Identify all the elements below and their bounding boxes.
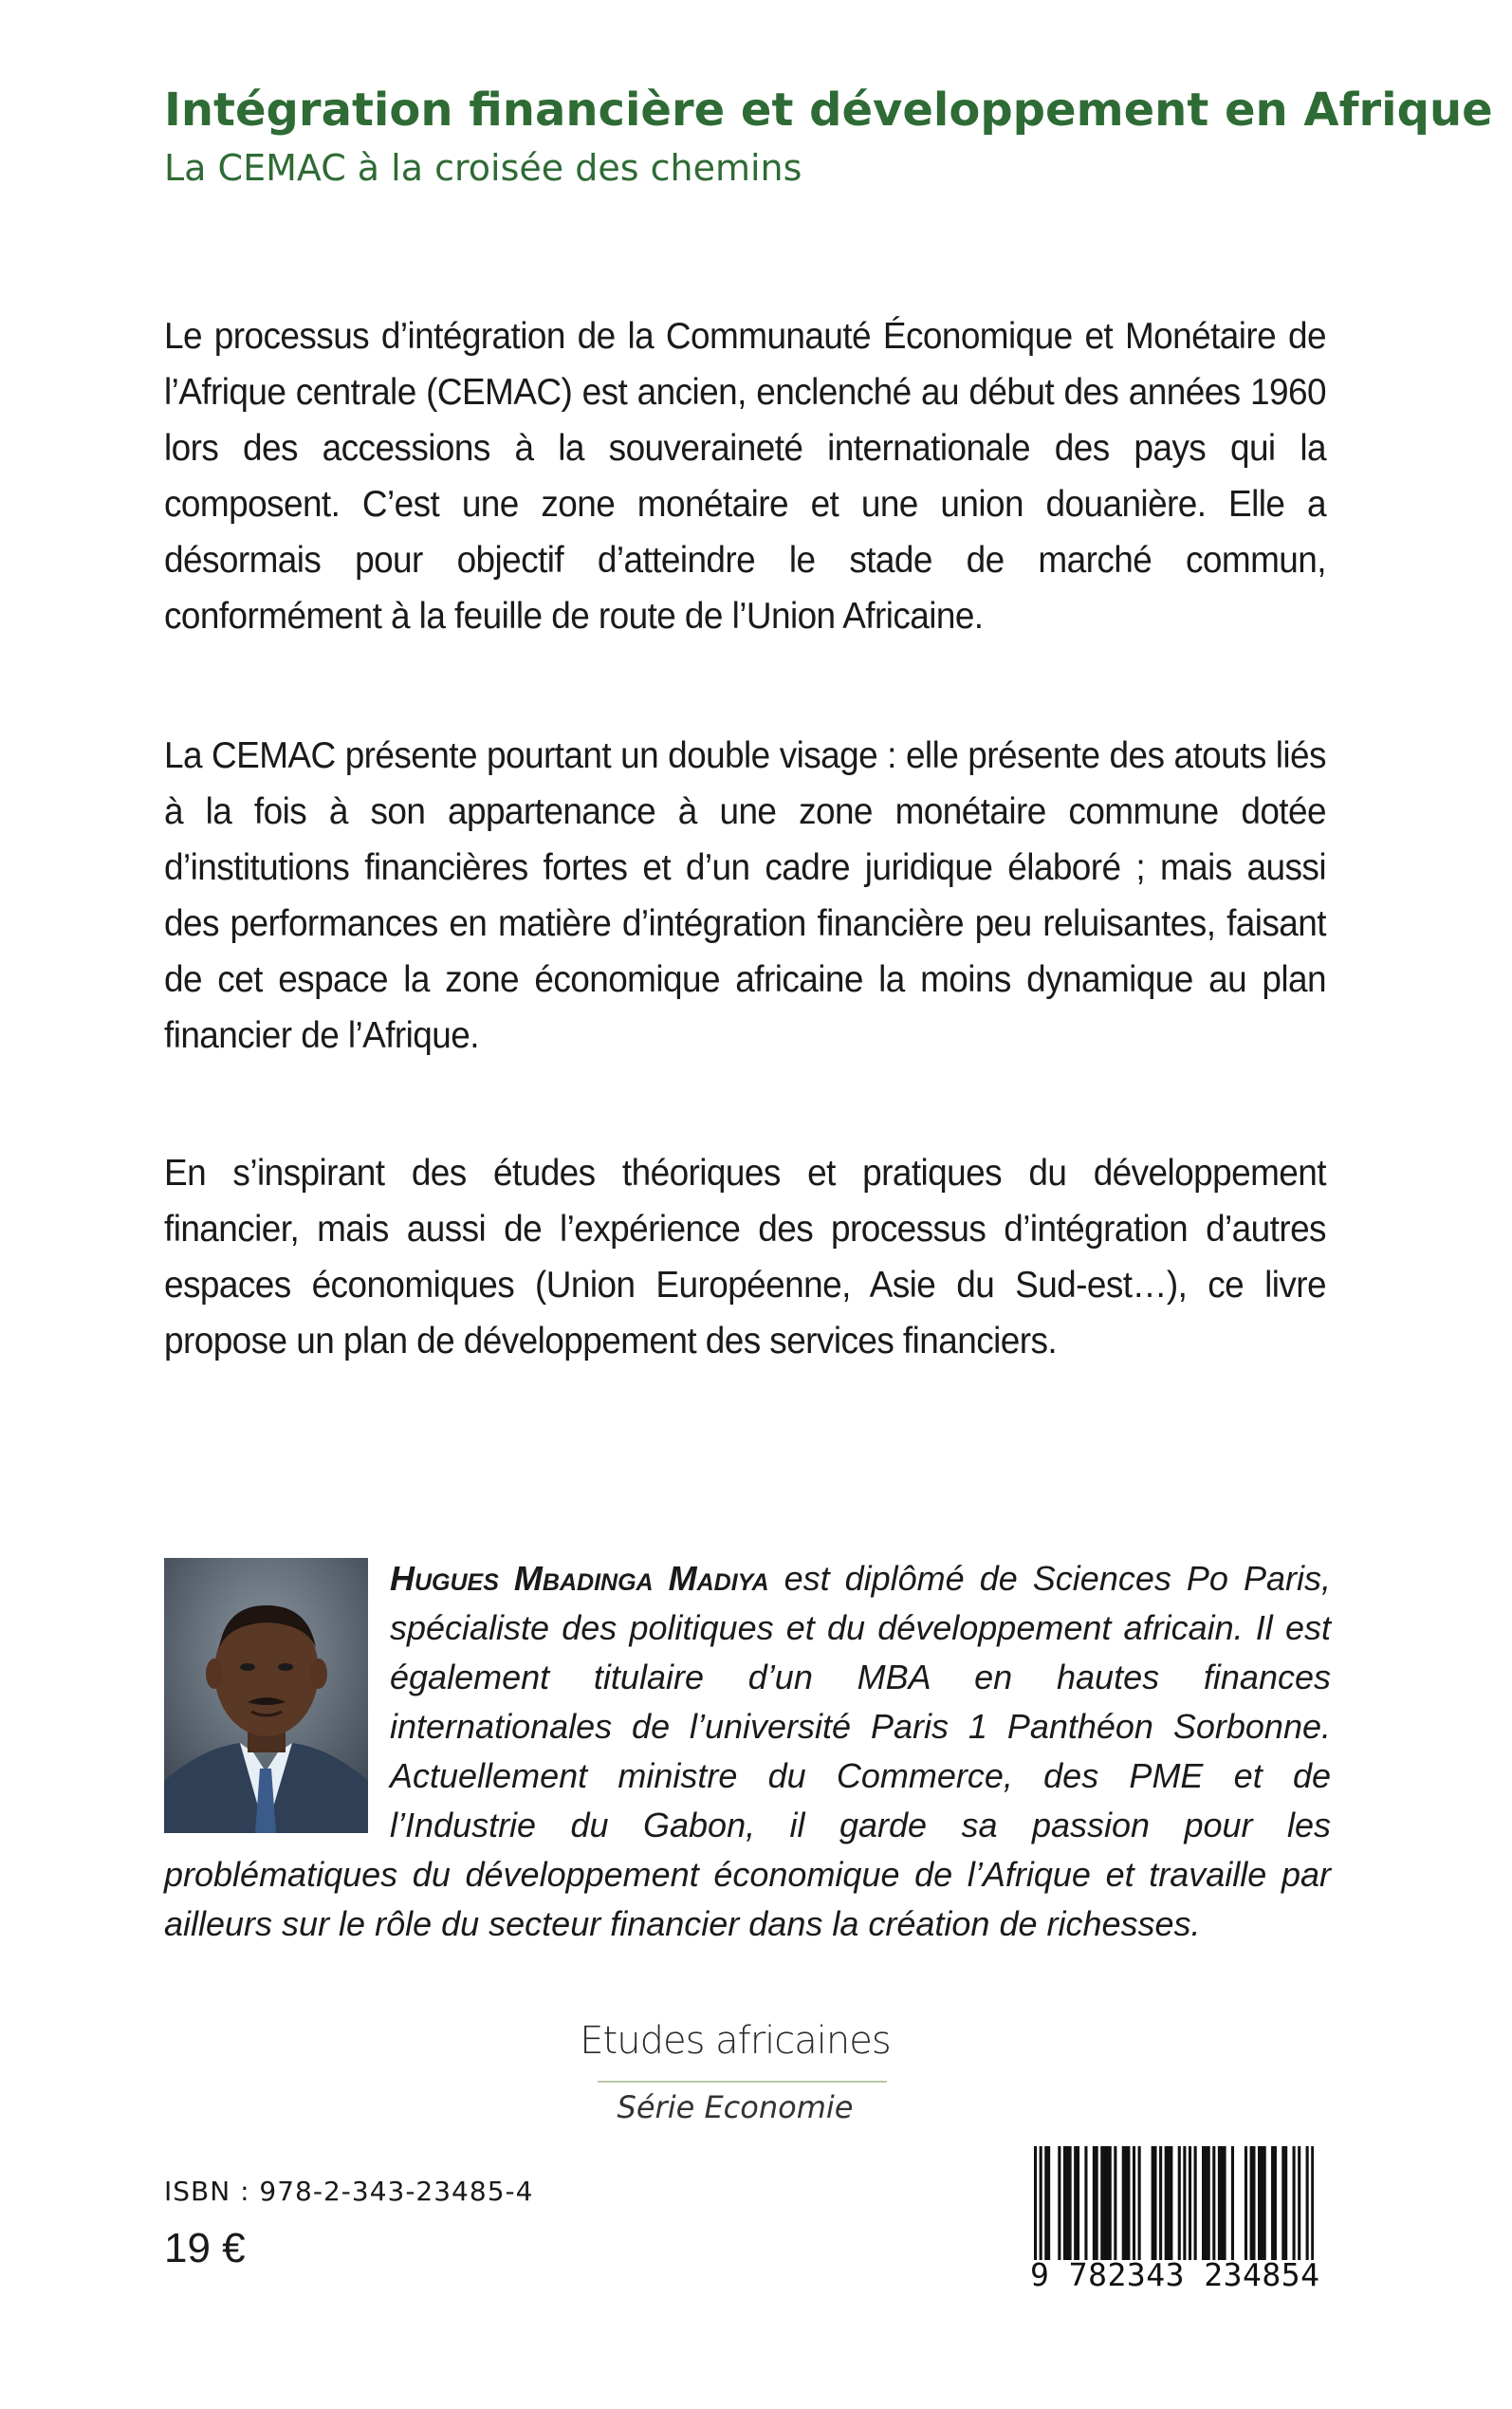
barcode-digits: 9 782343 234854 [1030,2256,1320,2293]
summary-paragraph-1: Le processus d’intégration de la Communauté Économique et Monétaire de l’Afrique centrale (CEMAC) est ancien, enclenché au début des années 1960 lors des accessions à la souveraineté internationale des pays qui la composent. C’est une zone monétaire et une union douanière. Elle a désormais pour objectif d’atteindre le stade de marché commun, conformément à la feuille de route de l’Union Africaine. [164,316,1326,637]
book-title: Intégration financière et développement en Afrique [164,83,1493,137]
summary-paragraph-2: La CEMAC présente pourtant un double visage : elle présente des atouts liés à la fois à son appartenance à une zone monétaire commune dotée d’institutions financières fortes et d’un cadre juridique élaboré ; mais aussi des performances en matière d’intégration financière peu reluisantes, faisant de cet espace la zone économique africaine la moins dynamique au plan financier de l’Afrique. [164,735,1326,1056]
author-bio-text: est diplômé de Sciences Po Paris, spécialiste des politiques et du développement africain. Il est également titulaire d’un MBA en hautes finances internationales de l’université Paris 1 Panthéon Sorbonne. Actuellement ministre du Commerce, des PME et de l’Industrie du Gabon, il garde sa passion pour les problématiques du développement économique de l’Afrique et travaille par ailleurs sur le rôle du secteur financier dans la création de richesses. [164,1559,1331,1943]
series-subseries: Série Economie [617,2089,854,2125]
isbn: ISBN : 978-2-343-23485-4 [164,2176,534,2207]
barcode-icon [1034,2146,1314,2260]
author-bio [164,1554,1331,1949]
series-name: Etudes africaines [580,2019,891,2063]
author-name: Hugues Mbadinga Madiya [390,1559,769,1598]
series-divider [598,2081,887,2083]
book-subtitle: La CEMAC à la croisée des chemins [164,147,802,189]
price: 19 € [164,2225,246,2271]
summary-paragraph-3: En s’inspirant des études théoriques et pratiques du développement financier, mais aussi de l’expérience des processus d’intégration d’autres espaces économiques (Union Européenne, Asie du Sud-est…), ce livre propose un plan de développement des services financiers. [164,1153,1326,1362]
